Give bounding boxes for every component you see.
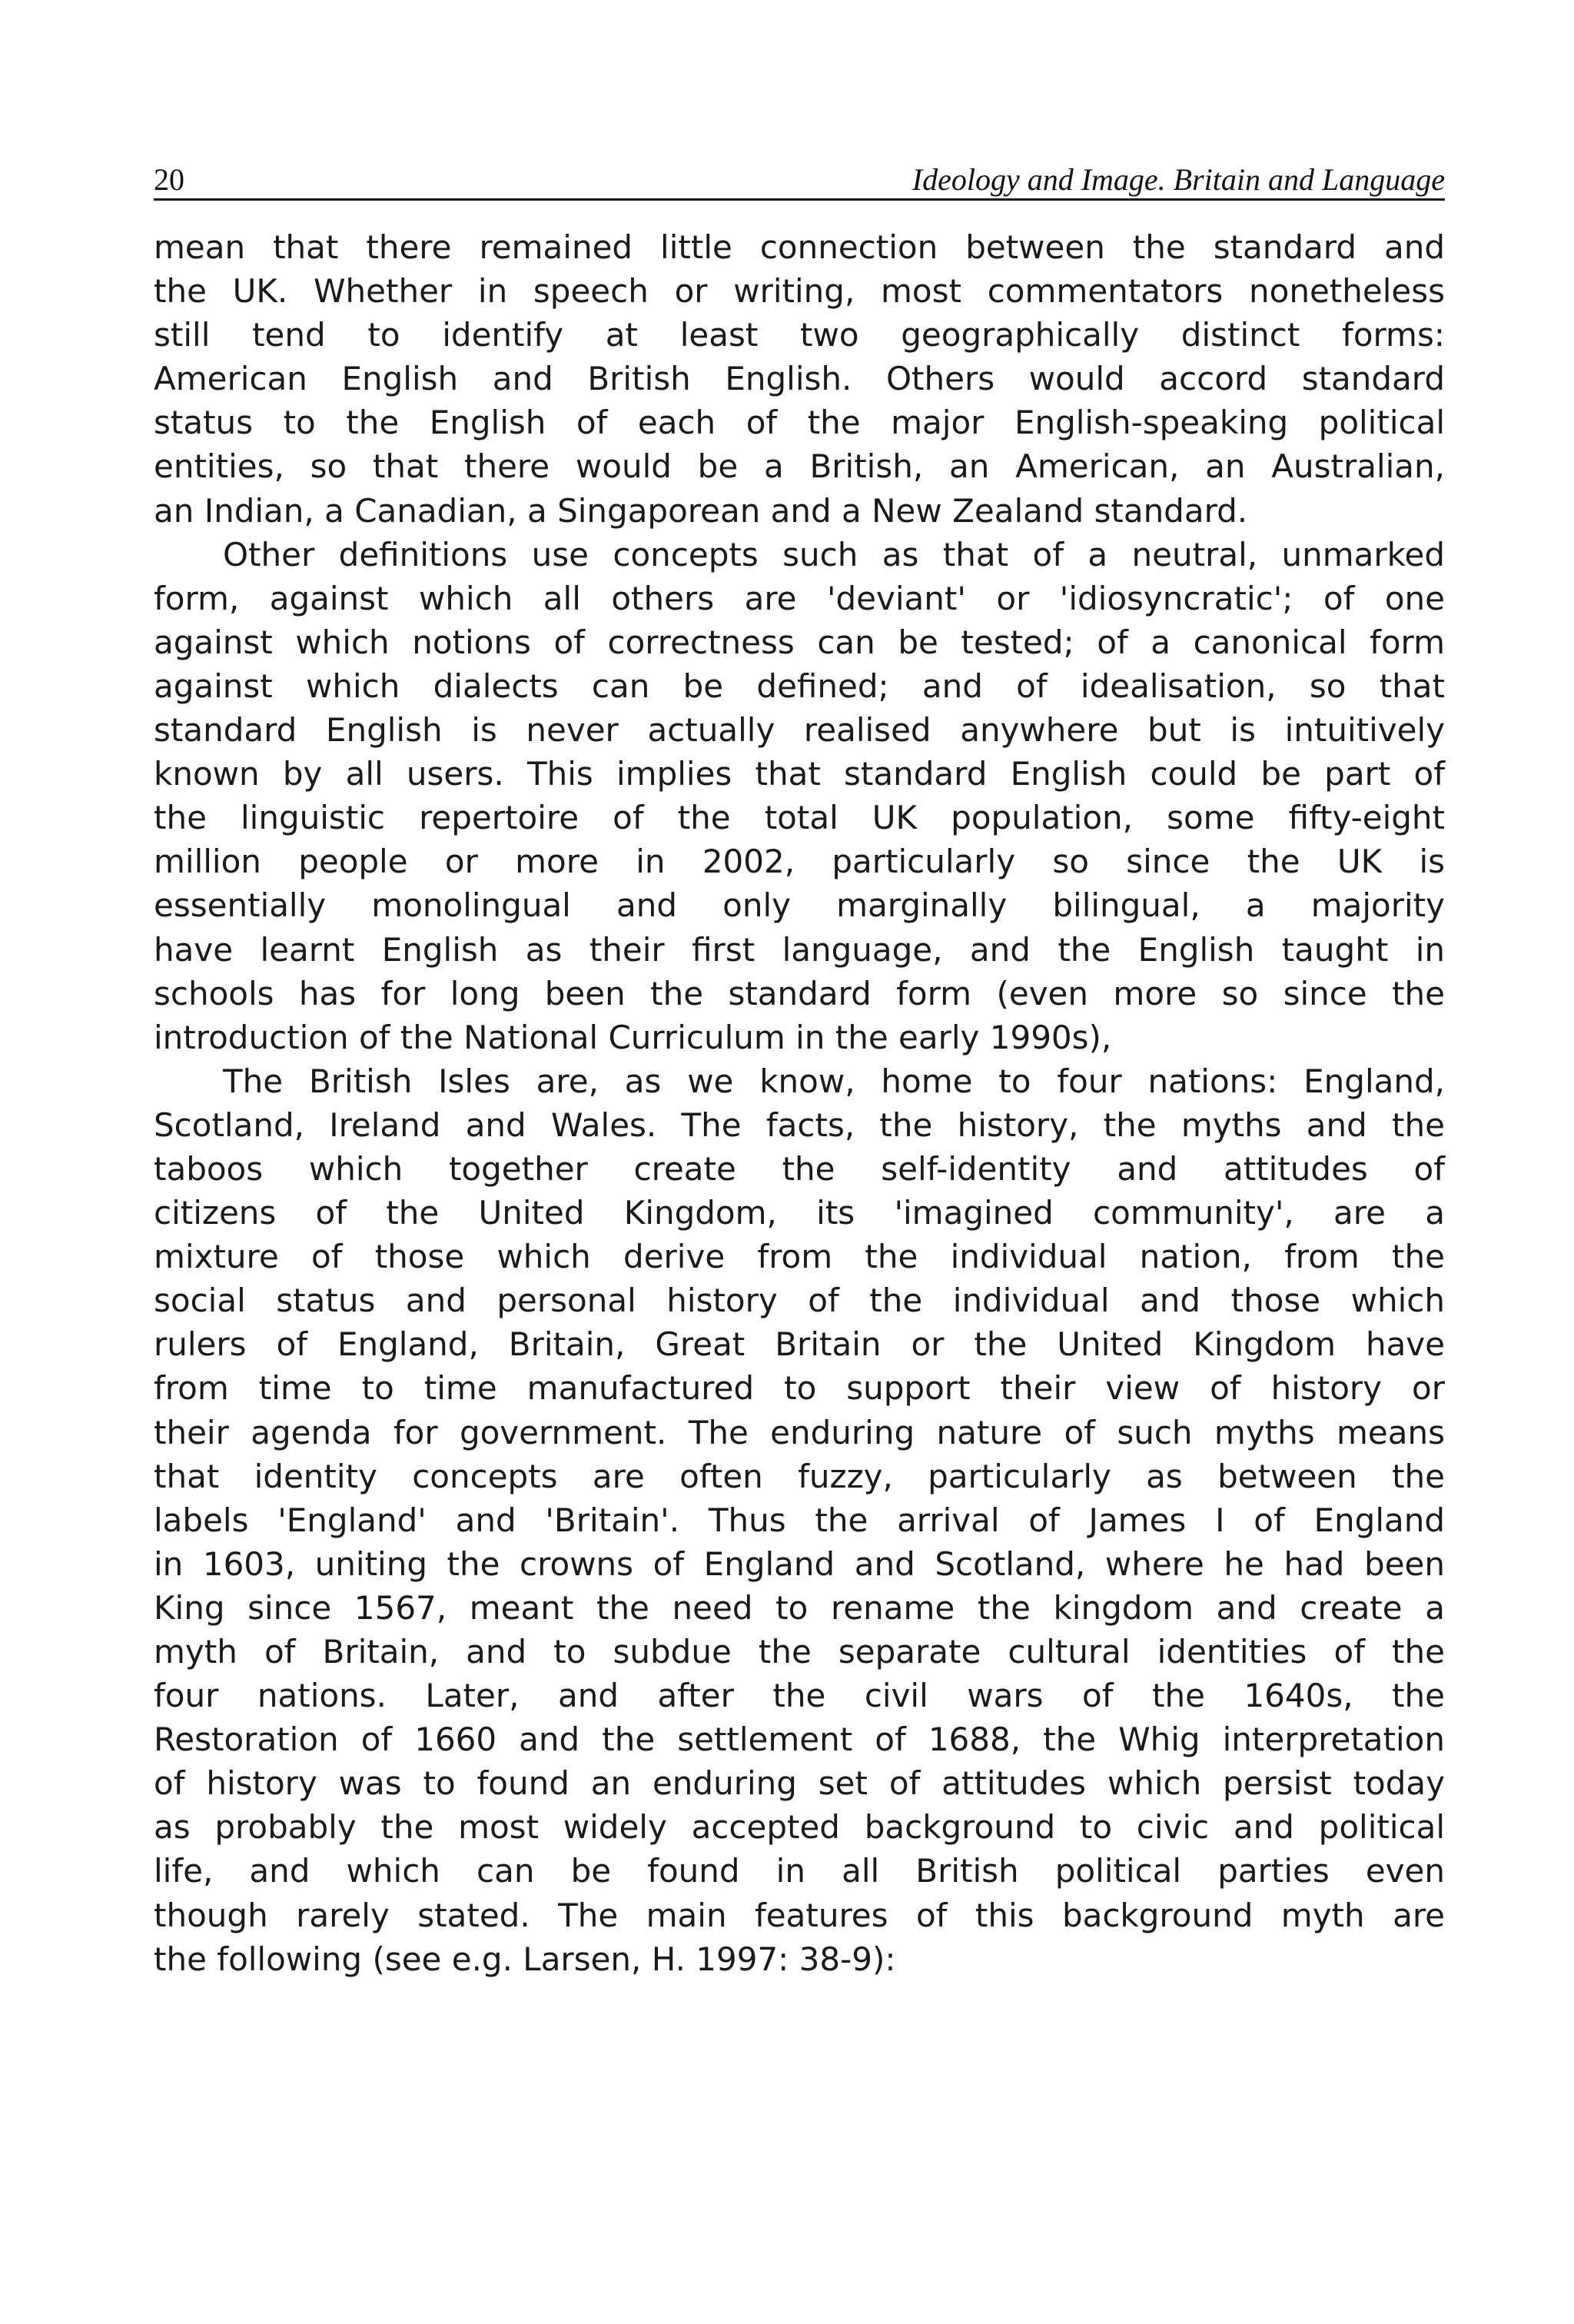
text-line: known by all users. This implies that standard English could be part of <box>154 755 1445 793</box>
text-line: myth of Britain, and to subdue the separate cultural identities of the <box>154 1633 1445 1671</box>
text-line: taboos which together create the self-identity and attitudes of <box>154 1149 1445 1188</box>
text-line: The British Isles are, as we know, home to four nations: England, <box>223 1062 1445 1100</box>
text-line: that identity concepts are often fuzzy, particularly as between the <box>154 1457 1445 1495</box>
text-line: citizens of the United Kingdom, its 'imagined community', are a <box>154 1194 1445 1232</box>
text-line: from time to time manufactured to support their view of history or <box>154 1369 1445 1408</box>
text-line: against which dialects can be defined; and of idealisation, so that <box>154 667 1445 705</box>
text-line: their agenda for government. The enduring nature of such myths means <box>154 1413 1445 1451</box>
paragraph <box>154 1059 1445 1981</box>
text-line: the linguistic repertoire of the total UK population, some fifty-eight <box>154 799 1445 837</box>
text-line: labels 'England' and 'Britain'. Thus the arrival of James I of England <box>154 1501 1445 1539</box>
text-line: against which notions of correctness can be tested; of a canonical form <box>154 623 1445 661</box>
page-number: 20 <box>154 162 184 197</box>
text-line: American English and British English. Others would accord standard <box>154 360 1445 398</box>
text-line: King since 1567, meant the need to rename the kingdom and create a <box>154 1588 1445 1627</box>
text-line: rulers of England, Britain, Great Britain or the United Kingdom have <box>154 1325 1445 1364</box>
text-line: schools has for long been the standard form (even more so since the <box>154 974 1445 1012</box>
running-header <box>154 152 1445 201</box>
text-line: the UK. Whether in speech or writing, most commentators nonetheless <box>154 272 1445 311</box>
running-title: Ideology and Image. Britain and Language <box>912 162 1445 197</box>
text-line: entities, so that there would be a British, an American, an Australian, <box>154 447 1445 486</box>
text-line: still tend to identify at least two geographically distinct forms: <box>154 316 1445 354</box>
paragraph <box>154 533 1445 1059</box>
text-line: mean that there remained little connection between the standard and <box>154 228 1445 266</box>
text-line: standard English is never actually realised anywhere but is intuitively <box>154 711 1445 750</box>
text-line: four nations. Later, and after the civil wars of the 1640s, the <box>154 1677 1445 1715</box>
text-line: Scotland, Ireland and Wales. The facts, the history, the myths and the <box>154 1105 1445 1144</box>
text-line: though rarely stated. The main features of this background myth are <box>154 1896 1445 1934</box>
text-line: million people or more in 2002, particularly so since the UK is <box>154 843 1445 881</box>
text-line: in 1603, uniting the crowns of England and Scotland, where he had been <box>154 1544 1445 1583</box>
text-line: the following (see e.g. Larsen, H. 1997: 38-9): <box>154 1940 896 1978</box>
text-line: have learnt English as their first language, and the English taught in <box>154 930 1445 969</box>
text-line: introduction of the National Curriculum in the early 1990s), <box>154 1018 1112 1056</box>
text-line: Other definitions use concepts such as that of a neutral, unmarked <box>223 535 1445 574</box>
text-line: Restoration of 1660 and the settlement of 1688, the Whig interpretation <box>154 1721 1445 1759</box>
paragraph <box>154 225 1445 533</box>
text-line: of history was to found an enduring set of attitudes which persist today <box>154 1764 1445 1803</box>
text-line: social status and personal history of the individual and those which <box>154 1282 1445 1320</box>
text-line: essentially monolingual and only marginally bilingual, a majority <box>154 886 1445 925</box>
body-text <box>154 225 1445 1981</box>
text-line: form, against which all others are 'deviant' or 'idiosyncratic'; of one <box>154 579 1445 617</box>
text-line: status to the English of each of the major English-speaking political <box>154 404 1445 442</box>
text-line: as probably the most widely accepted background to civic and political <box>154 1808 1445 1847</box>
text-line: an Indian, a Canadian, a Singaporean and a New Zealand standard. <box>154 491 1248 530</box>
text-line: life, and which can be found in all British political parties even <box>154 1852 1445 1890</box>
text-line: mixture of those which derive from the individual nation, from the <box>154 1238 1445 1276</box>
